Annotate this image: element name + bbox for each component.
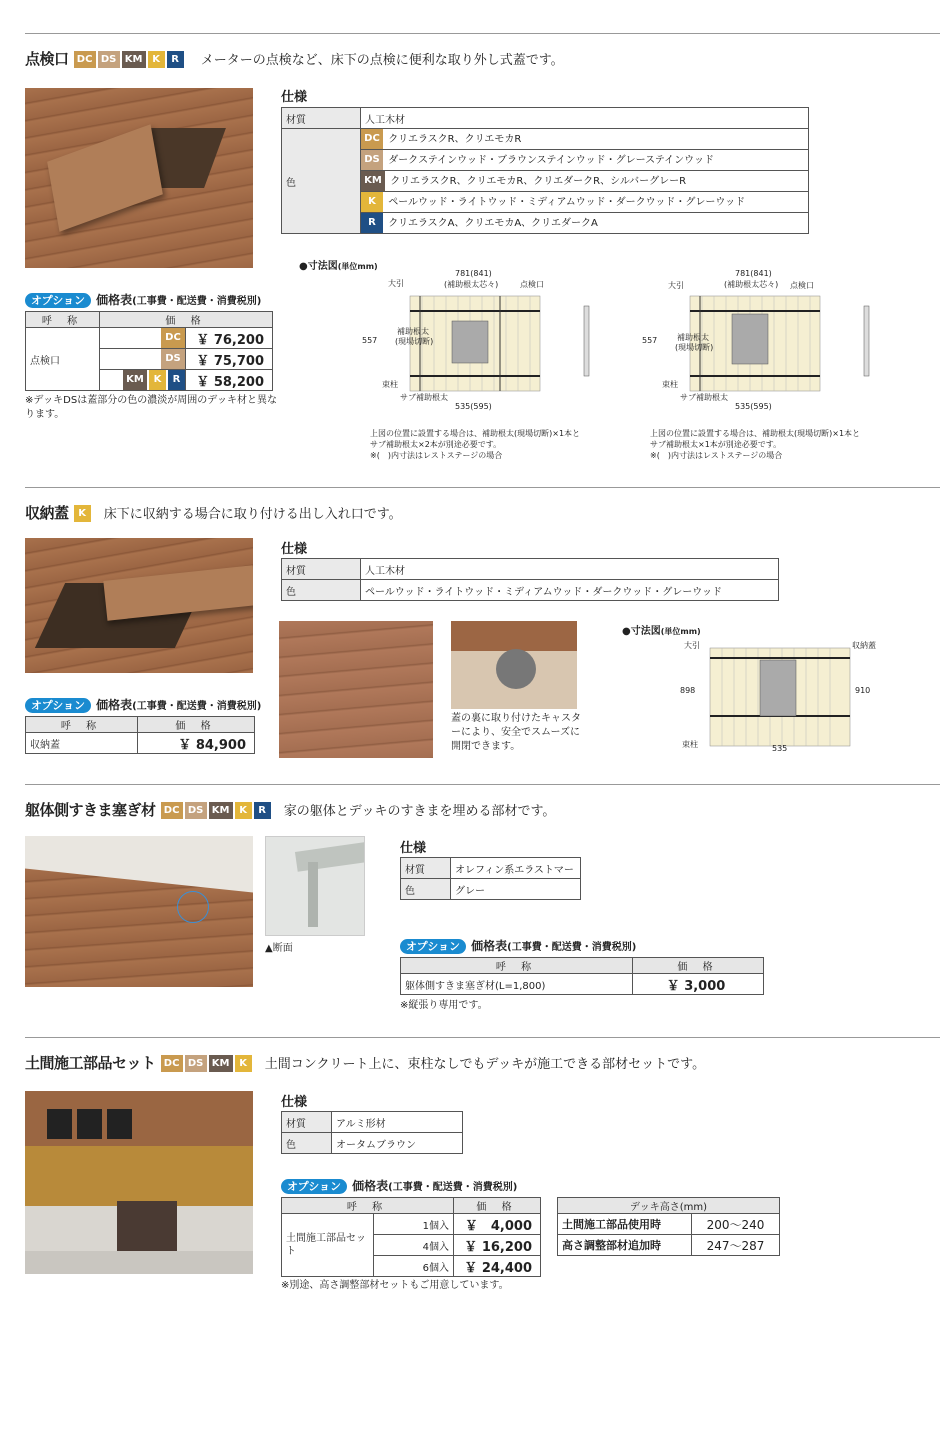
s3-photo — [25, 836, 253, 987]
price-badge-cell — [100, 349, 186, 370]
s4-spec-title: 仕様 — [281, 1095, 308, 1110]
col-price: 価 格 — [100, 312, 273, 328]
table-row — [282, 1133, 463, 1154]
dia-note: サブ補助根太×1本が別途必要です。 — [650, 440, 782, 449]
dia-label: 大引 — [668, 281, 684, 290]
badge-dc: DC — [161, 802, 183, 819]
spec-value: グレー — [451, 879, 581, 900]
dia-label: (現場切断) — [395, 337, 434, 346]
spec-value: オータムブラウン — [332, 1133, 463, 1154]
badge-km: KM — [209, 802, 233, 819]
height-value: 247〜287 — [692, 1235, 780, 1256]
dia-label: 大引 — [388, 279, 404, 288]
table-row — [401, 974, 764, 995]
col-price: 価 格 — [454, 1198, 541, 1214]
badge-ds: DS — [185, 802, 207, 819]
s3-title: 躯体側すきま塞ぎ材 — [25, 801, 156, 819]
item-name: 点検口 — [26, 328, 100, 391]
s3-spec-table — [400, 857, 581, 900]
table-row — [26, 733, 255, 754]
hatch-lid — [47, 124, 163, 232]
dia-note: 上図の位置に設置する場合は、補助根太(現場切断)×1本と — [370, 429, 581, 438]
s4-title: 土間施工部品セット — [25, 1054, 156, 1072]
color-row — [361, 171, 809, 192]
price-sub: (工事費・配送費・消費税別) — [132, 701, 262, 712]
badge-ds: DS — [185, 1055, 207, 1072]
spec-value: 人工木材 — [361, 559, 779, 580]
s1-diagram-left — [360, 266, 610, 461]
price-title: 価格表 — [352, 1179, 389, 1193]
s4-header — [25, 1052, 705, 1073]
badge-dc: DC — [74, 51, 96, 68]
table-row — [401, 879, 581, 900]
color-row — [361, 213, 809, 234]
s1-photo — [25, 88, 253, 268]
divider — [25, 784, 940, 785]
s2-diagram — [660, 636, 900, 756]
qty: 4個入 — [374, 1235, 454, 1256]
dia-label: 898 — [680, 686, 696, 695]
color-row — [361, 129, 809, 150]
height-header: デッキ高さ(mm) — [558, 1198, 780, 1214]
s3-price-header — [400, 935, 636, 954]
price-value: ￥ 24,400 — [454, 1256, 541, 1277]
price-title: 価格表 — [471, 939, 508, 953]
s4-price-header — [281, 1175, 517, 1194]
s2-spec-table — [281, 558, 779, 601]
s2-price-header — [25, 694, 261, 713]
price-title: 価格表 — [96, 698, 133, 712]
dim-unit: (単位mm) — [337, 262, 378, 271]
col-name: 呼 称 — [26, 717, 138, 733]
height-value: 200〜240 — [692, 1214, 780, 1235]
dia-label: サブ補助根太 — [400, 393, 448, 402]
table-row — [282, 1214, 541, 1235]
s1-spec-title: 仕様 — [281, 90, 308, 105]
dia-label: 点検口 — [520, 280, 544, 289]
dia-label: 収納蓋 — [852, 641, 876, 650]
top-divider — [25, 33, 940, 34]
gasket-top — [295, 842, 365, 872]
price-value: ￥ 3,000 — [633, 974, 764, 995]
s2-caption: 蓋の裏に取り付けたキャスターにより、安全でスムーズに開閉できます。 — [451, 713, 581, 752]
badge-km: KM — [361, 171, 385, 191]
badge-ds: DS — [361, 150, 383, 170]
s2-photo-caster — [451, 621, 577, 709]
table-row — [401, 858, 581, 879]
badge-k: K — [149, 370, 166, 390]
item-name: 土間施工部品セット — [282, 1214, 374, 1277]
dia-note: サブ補助根太×2本が別途必要です。 — [370, 440, 502, 449]
badge-k: K — [235, 802, 252, 819]
price-value: ￥ 75,700 — [186, 349, 273, 370]
spec-label: 色 — [282, 1133, 332, 1154]
dia-label: 束柱 — [662, 380, 678, 389]
badge-dc: DC — [361, 129, 383, 149]
color-text: クリエラスクA、クリエモカA、クリエダークA — [388, 218, 598, 229]
profile-hole — [107, 1109, 132, 1139]
dia-label: (現場切断) — [675, 343, 714, 352]
price-value: ￥ 16,200 — [454, 1235, 541, 1256]
table-row — [282, 129, 809, 150]
s3-section-caption: ▲断面 — [265, 943, 293, 954]
dia-note: ※( )内寸法はレストステージの場合 — [370, 451, 503, 460]
badge-km: KM — [209, 1055, 233, 1072]
badge-ds: DS — [98, 51, 120, 68]
color-row — [361, 150, 809, 171]
bracket — [117, 1201, 177, 1251]
diagram-svg — [660, 636, 900, 756]
divider — [25, 1037, 940, 1038]
color-row — [361, 192, 809, 213]
s1-desc: メーターの点検など、床下の点検に便利な取り外し式蓋です。 — [200, 53, 564, 68]
col-name: 呼 称 — [282, 1198, 454, 1214]
badge-r: R — [167, 51, 184, 68]
spec-label: 色 — [282, 129, 361, 234]
dim-title: ●寸法図 — [299, 261, 338, 272]
dia-notes — [650, 428, 890, 461]
s3-header — [25, 799, 555, 820]
s4-desc: 土間コンクリート上に、束柱なしでもデッキが施工できる部材セットです。 — [264, 1057, 706, 1072]
storage-lid — [103, 565, 253, 620]
divider — [25, 487, 940, 488]
badge-k: K — [148, 51, 165, 68]
s1-title: 点検口 — [25, 50, 69, 68]
color-text: クリエラスクR、クリエモカR — [388, 134, 522, 145]
dia-label: 大引 — [684, 641, 700, 650]
profile-hole — [77, 1109, 102, 1139]
profile-hole — [47, 1109, 72, 1139]
s1-price-header — [25, 289, 261, 308]
s2-desc: 床下に収納する場合に取り付ける出し入れ口です。 — [103, 507, 402, 522]
dia-label: 781(841) — [735, 269, 772, 278]
dia-label: (補助根太芯々) — [724, 280, 779, 289]
price-value: ￥ 4,000 — [454, 1214, 541, 1235]
spec-value: アルミ形材 — [332, 1112, 463, 1133]
beam — [25, 1146, 253, 1206]
spec-value: 人工木材 — [361, 108, 809, 129]
dia-label: 781(841) — [455, 269, 492, 278]
s2-spec-title: 仕様 — [281, 542, 308, 557]
price-sub: (工事費・配送費・消費税別) — [388, 1182, 518, 1193]
s4-price-table — [281, 1197, 541, 1277]
price-value: ￥ 84,900 — [138, 733, 255, 754]
dia-label: 557 — [642, 336, 658, 345]
caster-board — [451, 621, 577, 651]
table-row — [26, 328, 273, 349]
s3-price-table — [400, 957, 764, 995]
price-value: ￥ 76,200 — [186, 328, 273, 349]
col-name: 呼 称 — [26, 312, 100, 328]
price-sub: (工事費・配送費・消費税別) — [132, 296, 262, 307]
table-row — [558, 1214, 780, 1235]
s4-photo — [25, 1091, 253, 1274]
spec-label: 色 — [282, 580, 361, 601]
spec-label: 材質 — [282, 108, 361, 129]
option-badge: オプション — [400, 939, 466, 954]
dia-label: 束柱 — [682, 740, 698, 749]
s1-note: ※デッキDSは蓋部分の色の濃淡が周囲のデッキ材と異なります。 — [25, 395, 278, 420]
dia-label: (補助根太芯々) — [444, 280, 499, 289]
s1-spec-table — [281, 107, 809, 234]
s3-note: ※縦張り専用です。 — [400, 1000, 488, 1011]
col-name: 呼 称 — [401, 958, 633, 974]
spec-value: オレフィン系エラストマー — [451, 858, 581, 879]
s2-header — [25, 502, 402, 523]
s3-spec-title: 仕様 — [400, 841, 427, 856]
dia-label: 557 — [362, 336, 378, 345]
badge-k: K — [361, 192, 383, 212]
dia-label: 910 — [855, 686, 871, 695]
spec-label: 材質 — [282, 559, 361, 580]
s3-section-image — [265, 836, 365, 936]
s4-note: ※別途、高さ調整部材セットもご用意しています。 — [281, 1280, 509, 1291]
price-title: 価格表 — [96, 293, 133, 307]
dia-notes — [370, 428, 610, 461]
s2-photo-lid — [279, 621, 433, 758]
dia-label: 535(595) — [455, 402, 492, 411]
badge-dc: DC — [161, 328, 185, 348]
dia-note: ※( )内寸法はレストステージの場合 — [650, 451, 783, 460]
item-name: 躯体側すきま塞ぎ材(L=1,800) — [401, 974, 633, 995]
dia-label: 補助根太 — [397, 327, 429, 336]
dim-title: ●寸法図 — [622, 626, 661, 637]
s1-price-table — [25, 311, 273, 391]
option-badge: オプション — [281, 1179, 347, 1194]
dia-label: サブ補助根太 — [680, 393, 728, 402]
table-row — [282, 108, 809, 129]
table-row — [282, 559, 779, 580]
badge-r: R — [254, 802, 271, 819]
s3-desc: 家の躯体とデッキのすきまを埋める部材です。 — [283, 804, 556, 819]
badge-k: K — [235, 1055, 252, 1072]
spec-value: ペールウッド・ライトウッド・ミディアムウッド・ダークウッド・グレーウッド — [361, 580, 779, 601]
qty: 6個入 — [374, 1256, 454, 1277]
dia-label: 束柱 — [382, 380, 398, 389]
spec-label: 材質 — [401, 858, 451, 879]
dia-label: 535(595) — [735, 402, 772, 411]
price-badge-cell — [100, 370, 186, 391]
badge-ds: DS — [161, 349, 185, 369]
option-badge: オプション — [25, 698, 91, 713]
s4-height-table — [557, 1197, 780, 1256]
height-label: 土間施工部品使用時 — [558, 1214, 692, 1235]
dia-label: 補助根太 — [677, 333, 709, 342]
option-badge: オプション — [25, 293, 91, 308]
badge-k: K — [74, 505, 91, 522]
s2-title: 収納蓋 — [25, 504, 69, 522]
s2-dim-title — [622, 622, 701, 637]
color-text: クリエラスクR、クリエモカR、クリエダークR、シルバーグレーR — [390, 176, 687, 187]
table-row — [282, 580, 779, 601]
col-price: 価 格 — [633, 958, 764, 974]
caster-wheel — [496, 649, 536, 689]
dim-unit: (単位mm) — [660, 627, 701, 636]
color-text: ダークステインウッド・ブラウンステインウッド・グレーステインウッド — [388, 155, 714, 166]
s1-diagram-right — [640, 266, 890, 461]
highlight-circle — [177, 891, 209, 923]
badge-r: R — [361, 213, 383, 233]
col-price: 価 格 — [138, 717, 255, 733]
table-row — [558, 1235, 780, 1256]
s1-header — [25, 48, 564, 69]
color-text: ペールウッド・ライトウッド・ミディアムウッド・ダークウッド・グレーウッド — [388, 197, 746, 208]
badge-dc: DC — [161, 1055, 183, 1072]
item-name: 収納蓋 — [26, 733, 138, 754]
price-sub: (工事費・配送費・消費税別) — [507, 942, 637, 953]
s2-photo — [25, 538, 253, 673]
price-value: ￥ 58,200 — [186, 370, 273, 391]
s4-spec-table — [281, 1111, 463, 1154]
height-label: 高さ調整部材追加時 — [558, 1235, 692, 1256]
spec-label: 色 — [401, 879, 451, 900]
qty: 1個入 — [374, 1214, 454, 1235]
dia-label: 535 — [772, 744, 788, 753]
badge-km: KM — [123, 370, 147, 390]
s2-price-table — [25, 716, 255, 754]
spec-label: 材質 — [282, 1112, 332, 1133]
table-row — [282, 1112, 463, 1133]
badge-r: R — [168, 370, 185, 390]
price-badge-cell — [100, 328, 186, 349]
dia-label: 点検口 — [790, 281, 814, 290]
dia-note: 上図の位置に設置する場合は、補助根太(現場切断)×1本と — [650, 429, 861, 438]
badge-km: KM — [122, 51, 146, 68]
gasket-stem — [308, 862, 318, 927]
slab — [25, 1251, 253, 1274]
